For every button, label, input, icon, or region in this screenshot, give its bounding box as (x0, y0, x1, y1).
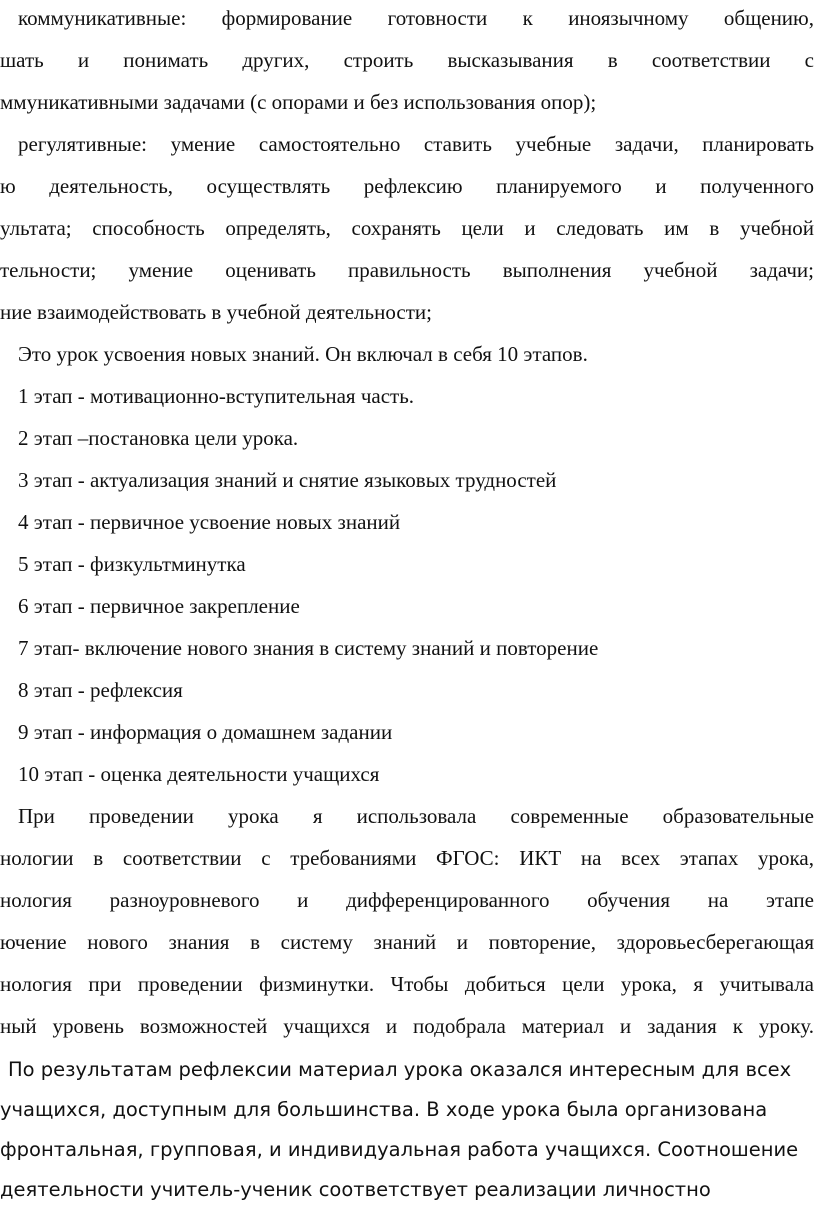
text-line: деятельности учитель-ученик соответствует реализации личностно (0, 1178, 711, 1201)
list-item: 6 этап - первичное закрепление (18, 594, 300, 618)
text-line: ние взаимодействовать в учебной деятельности; (0, 300, 432, 324)
text-line: учащихся, доступным для большинства. В ходе урока была организована (0, 1098, 768, 1121)
text-line: ючение нового знания в систему знаний и повторение, здоровьесберегающая (0, 930, 814, 954)
text-line: коммуникативные: формирование готовности к иноязычному общению, (18, 6, 814, 30)
list-item: 5 этап - физкультминутка (18, 552, 246, 576)
text-line: ультата; способность определять, сохранять цели и следовать им в учебной (0, 216, 814, 240)
text-line: шать и понимать других, строить высказывания в соответствии с (0, 48, 814, 72)
text-line: ю деятельность, осуществлять рефлексию планируемого и полученного (0, 174, 814, 198)
list-item: 8 этап - рефлексия (18, 678, 183, 702)
text-line: нологии в соответствии с требованиями ФГОС: ИКТ на всех этапах урока, (0, 846, 814, 870)
list-item: 3 этап - актуализация знаний и снятие языковых трудностей (18, 468, 557, 492)
list-item: 7 этап- включение нового знания в систему знаний и повторение (18, 636, 599, 660)
text-line: тельности; умение оценивать правильность выполнения учебной задачи; (0, 258, 814, 282)
list-item: 2 этап –постановка цели урока. (18, 426, 299, 450)
text-line: По результатам рефлексии материал урока оказался интересным для всех (8, 1058, 792, 1081)
text-line: ный уровень возможностей учащихся и подобрала материал и задания к уроку. (0, 1014, 814, 1038)
text-line: При проведении урока я использовала современные образовательные (18, 804, 814, 828)
text-line: фронтальная, групповая, и индивидуальная работа учащихся. Соотношение (0, 1138, 799, 1161)
list-item: 10 этап - оценка деятельности учащихся (18, 762, 380, 786)
text-line: регулятивные: умение самостоятельно ставить учебные задачи, планировать (18, 132, 814, 156)
list-item: 4 этап - первичное усвоение новых знаний (18, 510, 401, 534)
text-line: нология разноуровневого и дифференцированного обучения на этапе (0, 888, 814, 912)
text-line: нология при проведении физминутки. Чтобы добиться цели урока, я учитывала (0, 972, 814, 996)
list-item: 1 этап - мотивационно-вступительная часть. (18, 384, 415, 408)
list-item: 9 этап - информация о домашнем задании (18, 720, 393, 744)
text-line: ммуникативными задачами (с опорами и без использования опор); (0, 90, 597, 114)
text-line: Это урок усвоения новых знаний. Он включал в себя 10 этапов. (18, 342, 588, 366)
